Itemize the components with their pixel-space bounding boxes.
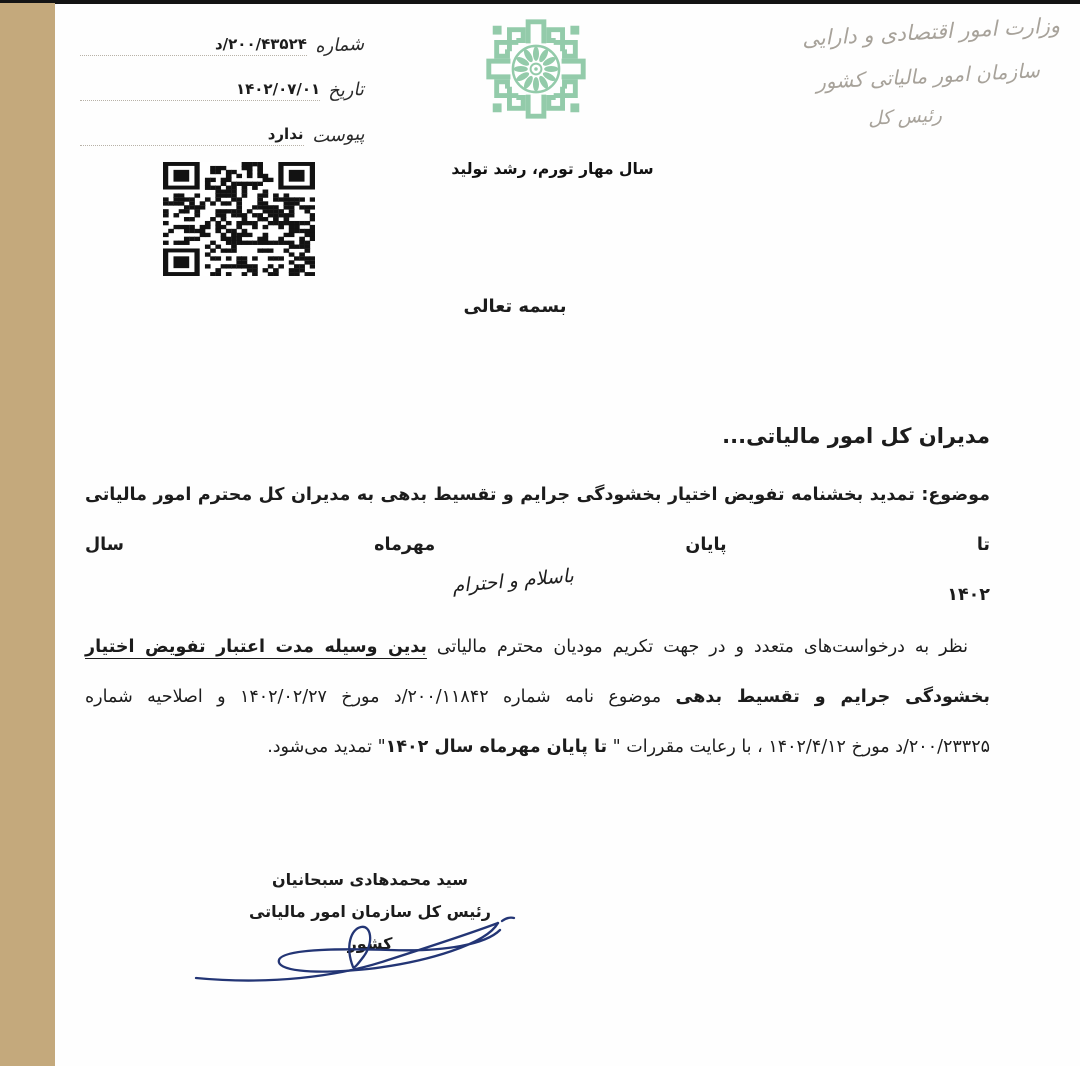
signer-title: رئیس کل سازمان امور مالیاتی کشور [248,902,492,953]
field-row-number [80,20,368,56]
signer-name: سید محمدهادی سبحانیان [271,870,469,889]
subject-line-2: ۱۴۰۲ [947,585,990,605]
letterhead-director-general: رئیس کل [867,104,943,130]
besmele: بسمه تعالی [463,296,567,317]
attachment-field-value: ندارد [267,125,304,143]
subject-block [85,470,990,620]
body-line-2 [85,672,990,722]
handwritten-signature [188,892,518,992]
date-field-line [80,79,320,101]
header-fields [80,20,368,155]
tax-emblem-logo [477,8,595,130]
number-field-value: ۲۰۰/۴۳۵۲۴/د [214,35,307,53]
date-field-label: تاریخ [327,78,365,102]
body-line3-bold: تا پایان مهرماه سال ۱۴۰۲ [385,737,608,757]
body-line1-normal: نظر به درخواست‌های متعدد و در جهت تکریم مودیان محترم مالیاتی [426,637,968,657]
body-line3-normal-b: " تمدید می‌شود. [267,737,386,757]
body-line2-normal: موضوع نامه شماره ۲۰۰/۱۱۸۴۲/د مورخ ۱۴۰۲/۰۲/۲۷ و اصلاحیه شماره [85,687,676,707]
letterhead-organization: سازمان امور مالیاتی کشور [815,58,1041,94]
addressee-line: مدیران کل امور مالیاتی... [722,424,990,448]
number-field-label: شماره [314,33,365,58]
field-row-date [80,65,368,101]
body-line3-normal-a: ۲۰۰/۲۳۳۲۵/د مورخ ۱۴۰۲/۴/۱۲ ، با رعایت مقررات " [607,737,990,757]
qr-code [163,162,315,276]
letter-body [85,622,990,772]
top-border-line [0,0,1080,4]
annual-slogan: سال مهار تورم، رشد تولید [451,160,654,178]
number-field-line [80,34,307,56]
field-row-attachment [80,110,368,146]
salutation-calligraphy: باسلام و احترام [451,564,575,598]
body-line2-bold: بخشودگی جرایم و تقسیط بدهی [675,687,991,707]
body-line-3 [85,722,990,772]
body-line-1 [85,622,990,672]
attachment-field-label: پیوست [310,123,365,148]
attachment-field-line [80,124,304,146]
body-line1-bold-underline: بدین وسیله مدت اعتبار تفویض اختیار [85,637,427,657]
date-field-value: ۱۴۰۲/۰۷/۰۱ [235,80,321,98]
subject-line-1: موضوع: تمدید بخشنامه تفویض اختیار بخشودگی جرایم و تقسیط بدهی به مدیران کل محترم امور مالیاتی تا پایان مهرماه سال [85,485,990,555]
left-tan-strip [0,3,55,1066]
letterhead-ministry: وزارت امور اقتصادی و دارایی [801,13,1061,51]
